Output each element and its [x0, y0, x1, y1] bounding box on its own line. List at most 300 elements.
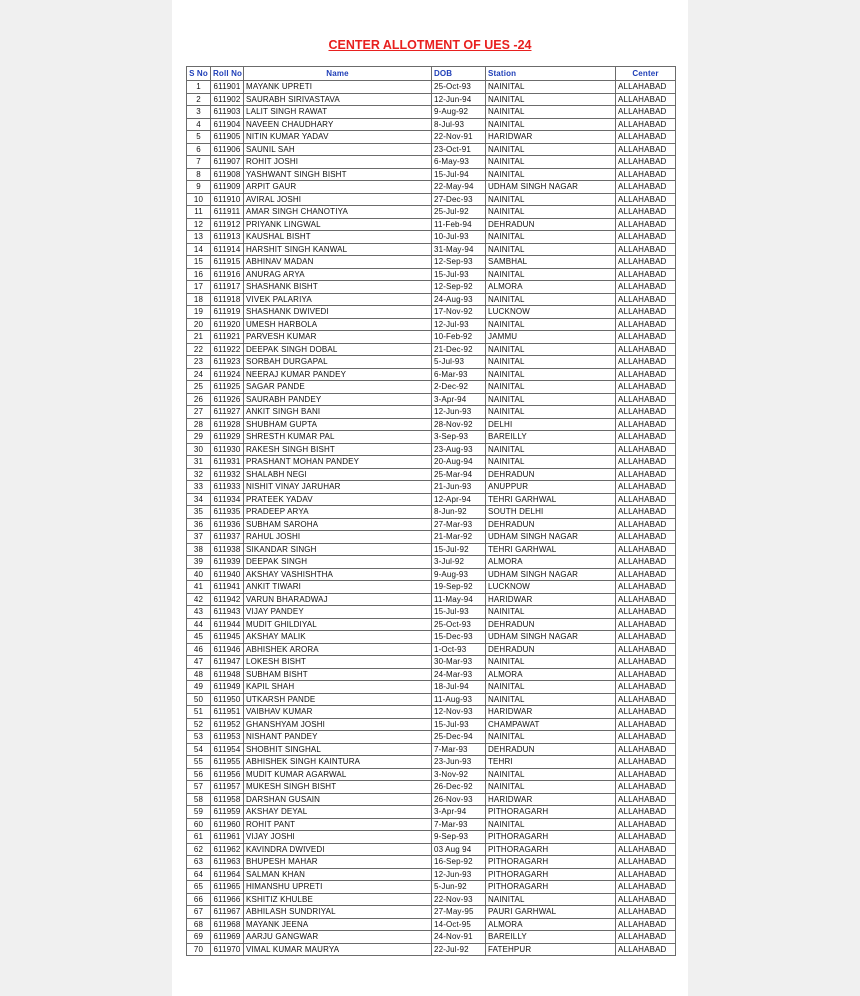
cell-dob: 2-Dec-92 [432, 381, 486, 394]
cell-roll-no: 611951 [211, 706, 244, 719]
cell-roll-no: 611935 [211, 506, 244, 519]
cell-roll-no: 611919 [211, 306, 244, 319]
cell-station: NAINITAL [486, 818, 616, 831]
cell-name: MUKESH SINGH BISHT [244, 781, 432, 794]
cell-station: DELHI [486, 418, 616, 431]
table-row [187, 506, 676, 519]
cell-center: ALLAHABAD [616, 168, 676, 181]
cell-sno: 16 [187, 268, 211, 281]
cell-dob: 12-Jun-93 [432, 868, 486, 881]
cell-center: ALLAHABAD [616, 218, 676, 231]
cell-dob: 28-Nov-92 [432, 418, 486, 431]
cell-sno: 49 [187, 681, 211, 694]
cell-dob: 15-Jul-94 [432, 168, 486, 181]
cell-dob: 3-Nov-92 [432, 768, 486, 781]
cell-name: VIVEK PALARIYA [244, 293, 432, 306]
cell-center: ALLAHABAD [616, 731, 676, 744]
cell-center: ALLAHABAD [616, 156, 676, 169]
table-row [187, 293, 676, 306]
cell-station: NAINITAL [486, 106, 616, 119]
cell-dob: 21-Jun-93 [432, 481, 486, 494]
cell-roll-no: 611962 [211, 843, 244, 856]
cell-station: PITHORAGARH [486, 868, 616, 881]
table-row [187, 593, 676, 606]
cell-roll-no: 611944 [211, 618, 244, 631]
cell-dob: 12-Sep-93 [432, 256, 486, 269]
cell-dob: 11-Aug-93 [432, 693, 486, 706]
cell-name: MUDIT GHILDIYAL [244, 618, 432, 631]
cell-sno: 23 [187, 356, 211, 369]
cell-name: KAPIL SHAH [244, 681, 432, 694]
cell-roll-no: 611953 [211, 731, 244, 744]
cell-center: ALLAHABAD [616, 106, 676, 119]
table-header-row [187, 67, 676, 81]
cell-dob: 15-Jul-93 [432, 268, 486, 281]
cell-center: ALLAHABAD [616, 543, 676, 556]
cell-roll-no: 611914 [211, 243, 244, 256]
table-row [187, 243, 676, 256]
table-row [187, 618, 676, 631]
cell-roll-no: 611916 [211, 268, 244, 281]
cell-dob: 21-Dec-92 [432, 343, 486, 356]
cell-name: LALIT SINGH RAWAT [244, 106, 432, 119]
cell-roll-no: 611961 [211, 831, 244, 844]
cell-dob: 9-Aug-93 [432, 568, 486, 581]
table-row [187, 868, 676, 881]
cell-station: UDHAM SINGH NAGAR [486, 631, 616, 644]
table-row [187, 743, 676, 756]
cell-station: NAINITAL [486, 606, 616, 619]
cell-dob: 10-Jul-93 [432, 231, 486, 244]
cell-station: NAINITAL [486, 356, 616, 369]
cell-center: ALLAHABAD [616, 368, 676, 381]
cell-dob: 03 Aug 94 [432, 843, 486, 856]
cell-dob: 25-Dec-94 [432, 731, 486, 744]
cell-sno: 55 [187, 756, 211, 769]
cell-name: SUBHAM BISHT [244, 668, 432, 681]
cell-station: DEHRADUN [486, 643, 616, 656]
cell-sno: 63 [187, 856, 211, 869]
table-row [187, 631, 676, 644]
cell-name: RAHUL JOSHI [244, 531, 432, 544]
cell-name: PRIYANK LINGWAL [244, 218, 432, 231]
cell-roll-no: 611926 [211, 393, 244, 406]
cell-name: DARSHAN GUSAIN [244, 793, 432, 806]
cell-sno: 14 [187, 243, 211, 256]
cell-sno: 65 [187, 881, 211, 894]
cell-station: NAINITAL [486, 731, 616, 744]
cell-center: ALLAHABAD [616, 231, 676, 244]
cell-station: NAINITAL [486, 318, 616, 331]
table-row [187, 668, 676, 681]
cell-name: VAIBHAV KUMAR [244, 706, 432, 719]
cell-station: NAINITAL [486, 656, 616, 669]
cell-dob: 1-Oct-93 [432, 643, 486, 656]
cell-center: ALLAHABAD [616, 506, 676, 519]
cell-sno: 44 [187, 618, 211, 631]
cell-sno: 57 [187, 781, 211, 794]
cell-station: NAINITAL [486, 206, 616, 219]
cell-station: SOUTH DELHI [486, 506, 616, 519]
cell-station: LUCKNOW [486, 306, 616, 319]
cell-station: DEHRADUN [486, 618, 616, 631]
cell-roll-no: 611949 [211, 681, 244, 694]
table-row [187, 206, 676, 219]
cell-roll-no: 611901 [211, 81, 244, 94]
cell-center: ALLAHABAD [616, 418, 676, 431]
column-header-name: Name [244, 67, 432, 81]
cell-station: BAREILLY [486, 431, 616, 444]
cell-roll-no: 611963 [211, 856, 244, 869]
cell-sno: 18 [187, 293, 211, 306]
table-row [187, 556, 676, 569]
cell-center: ALLAHABAD [616, 931, 676, 944]
cell-name: AVIRAL JOSHI [244, 193, 432, 206]
cell-station: UDHAM SINGH NAGAR [486, 531, 616, 544]
cell-dob: 6-May-93 [432, 156, 486, 169]
cell-name: ARPIT GAUR [244, 181, 432, 194]
cell-roll-no: 611908 [211, 168, 244, 181]
cell-center: ALLAHABAD [616, 631, 676, 644]
cell-dob: 7-Mar-93 [432, 818, 486, 831]
cell-dob: 30-Mar-93 [432, 656, 486, 669]
cell-roll-no: 611906 [211, 143, 244, 156]
cell-roll-no: 611954 [211, 743, 244, 756]
cell-sno: 67 [187, 906, 211, 919]
cell-station: PITHORAGARH [486, 856, 616, 869]
cell-dob: 17-Nov-92 [432, 306, 486, 319]
table-row [187, 456, 676, 469]
table-row [187, 856, 676, 869]
cell-sno: 47 [187, 656, 211, 669]
cell-name: PRASHANT MOHAN PANDEY [244, 456, 432, 469]
cell-center: ALLAHABAD [616, 118, 676, 131]
cell-sno: 28 [187, 418, 211, 431]
cell-dob: 19-Sep-92 [432, 581, 486, 594]
cell-roll-no: 611911 [211, 206, 244, 219]
cell-roll-no: 611970 [211, 943, 244, 956]
cell-name: ABHINAV MADAN [244, 256, 432, 269]
cell-dob: 3-Apr-94 [432, 806, 486, 819]
cell-sno: 11 [187, 206, 211, 219]
cell-name: SHUBHAM GUPTA [244, 418, 432, 431]
cell-station: TEHRI GARHWAL [486, 543, 616, 556]
cell-station: NAINITAL [486, 781, 616, 794]
cell-name: ANKIT SINGH BANI [244, 406, 432, 419]
cell-roll-no: 611918 [211, 293, 244, 306]
cell-name: ANURAG ARYA [244, 268, 432, 281]
cell-station: NAINITAL [486, 243, 616, 256]
cell-center: ALLAHABAD [616, 868, 676, 881]
cell-roll-no: 611940 [211, 568, 244, 581]
cell-dob: 11-Feb-94 [432, 218, 486, 231]
cell-roll-no: 611925 [211, 381, 244, 394]
table-row [187, 706, 676, 719]
cell-name: ABHISHEK ARORA [244, 643, 432, 656]
table-row [187, 131, 676, 144]
cell-station: SAMBHAL [486, 256, 616, 269]
cell-dob: 22-May-94 [432, 181, 486, 194]
cell-dob: 25-Mar-94 [432, 468, 486, 481]
cell-name: RAKESH SINGH BISHT [244, 443, 432, 456]
table-row [187, 806, 676, 819]
cell-station: NAINITAL [486, 681, 616, 694]
cell-center: ALLAHABAD [616, 468, 676, 481]
table-row [187, 256, 676, 269]
cell-dob: 12-Apr-94 [432, 493, 486, 506]
table-row [187, 143, 676, 156]
cell-center: ALLAHABAD [616, 381, 676, 394]
cell-roll-no: 611950 [211, 693, 244, 706]
cell-dob: 20-Aug-94 [432, 456, 486, 469]
cell-station: ANUPPUR [486, 481, 616, 494]
table-row [187, 156, 676, 169]
cell-name: PRADEEP ARYA [244, 506, 432, 519]
cell-dob: 21-Mar-92 [432, 531, 486, 544]
cell-dob: 9-Aug-92 [432, 106, 486, 119]
cell-sno: 39 [187, 556, 211, 569]
cell-sno: 51 [187, 706, 211, 719]
table-row [187, 81, 676, 94]
cell-name: VARUN BHARADWAJ [244, 593, 432, 606]
cell-roll-no: 611929 [211, 431, 244, 444]
cell-sno: 6 [187, 143, 211, 156]
cell-sno: 3 [187, 106, 211, 119]
cell-sno: 61 [187, 831, 211, 844]
table-row [187, 193, 676, 206]
cell-roll-no: 611936 [211, 518, 244, 531]
cell-roll-no: 611941 [211, 581, 244, 594]
cell-station: NAINITAL [486, 193, 616, 206]
cell-center: ALLAHABAD [616, 268, 676, 281]
cell-dob: 24-Aug-93 [432, 293, 486, 306]
cell-sno: 9 [187, 181, 211, 194]
cell-station: NAINITAL [486, 443, 616, 456]
cell-name: ANKIT TIWARI [244, 581, 432, 594]
cell-dob: 24-Mar-93 [432, 668, 486, 681]
cell-dob: 25-Oct-93 [432, 618, 486, 631]
cell-sno: 26 [187, 393, 211, 406]
cell-dob: 22-Jul-92 [432, 943, 486, 956]
cell-dob: 7-Mar-93 [432, 743, 486, 756]
cell-dob: 25-Jul-92 [432, 206, 486, 219]
cell-name: NEERAJ KUMAR PANDEY [244, 368, 432, 381]
cell-dob: 15-Jul-93 [432, 606, 486, 619]
table-row [187, 231, 676, 244]
cell-name: SAURABH PANDEY [244, 393, 432, 406]
cell-station: PAURI GARHWAL [486, 906, 616, 919]
table-row [187, 793, 676, 806]
cell-dob: 12-Jun-94 [432, 93, 486, 106]
column-header-roll-no: Roll No [211, 67, 244, 81]
cell-center: ALLAHABAD [616, 531, 676, 544]
cell-sno: 38 [187, 543, 211, 556]
cell-center: ALLAHABAD [616, 431, 676, 444]
cell-name: KSHITIZ KHULBE [244, 893, 432, 906]
cell-roll-no: 611946 [211, 643, 244, 656]
cell-station: PITHORAGARH [486, 843, 616, 856]
cell-station: NAINITAL [486, 143, 616, 156]
cell-dob: 18-Jul-94 [432, 681, 486, 694]
cell-name: SAUNIL SAH [244, 143, 432, 156]
cell-name: SUBHAM SAROHA [244, 518, 432, 531]
cell-name: VIJAY PANDEY [244, 606, 432, 619]
cell-roll-no: 611947 [211, 656, 244, 669]
cell-center: ALLAHABAD [616, 743, 676, 756]
cell-sno: 7 [187, 156, 211, 169]
cell-center: ALLAHABAD [616, 593, 676, 606]
cell-roll-no: 611903 [211, 106, 244, 119]
cell-dob: 24-Nov-91 [432, 931, 486, 944]
cell-roll-no: 611934 [211, 493, 244, 506]
cell-dob: 5-Jun-92 [432, 881, 486, 894]
cell-dob: 11-May-94 [432, 593, 486, 606]
cell-roll-no: 611912 [211, 218, 244, 231]
table-row [187, 843, 676, 856]
cell-roll-no: 611907 [211, 156, 244, 169]
cell-center: ALLAHABAD [616, 131, 676, 144]
cell-center: ALLAHABAD [616, 293, 676, 306]
table-row [187, 543, 676, 556]
cell-center: ALLAHABAD [616, 881, 676, 894]
cell-station: CHAMPAWAT [486, 718, 616, 731]
cell-roll-no: 611958 [211, 793, 244, 806]
cell-center: ALLAHABAD [616, 856, 676, 869]
table-row [187, 693, 676, 706]
cell-dob: 22-Nov-93 [432, 893, 486, 906]
cell-dob: 10-Feb-92 [432, 331, 486, 344]
cell-center: ALLAHABAD [616, 668, 676, 681]
cell-center: ALLAHABAD [616, 206, 676, 219]
cell-roll-no: 611956 [211, 768, 244, 781]
cell-sno: 34 [187, 493, 211, 506]
cell-dob: 26-Nov-93 [432, 793, 486, 806]
cell-name: UMESH HARBOLA [244, 318, 432, 331]
cell-sno: 37 [187, 531, 211, 544]
cell-roll-no: 611945 [211, 631, 244, 644]
cell-sno: 2 [187, 93, 211, 106]
cell-center: ALLAHABAD [616, 806, 676, 819]
cell-name: KAUSHAL BISHT [244, 231, 432, 244]
table-row [187, 393, 676, 406]
table-row [187, 368, 676, 381]
cell-name: ABHISHEK SINGH KAINTURA [244, 756, 432, 769]
table-row [187, 768, 676, 781]
table-row [187, 118, 676, 131]
cell-dob: 9-Sep-93 [432, 831, 486, 844]
table-row [187, 468, 676, 481]
cell-name: AKSHAY MALIK [244, 631, 432, 644]
table-row [187, 331, 676, 344]
cell-dob: 12-Sep-92 [432, 281, 486, 294]
cell-station: NAINITAL [486, 81, 616, 94]
table-row [187, 731, 676, 744]
cell-roll-no: 611924 [211, 368, 244, 381]
cell-dob: 15-Jul-93 [432, 718, 486, 731]
cell-center: ALLAHABAD [616, 306, 676, 319]
cell-dob: 27-Dec-93 [432, 193, 486, 206]
cell-center: ALLAHABAD [616, 556, 676, 569]
cell-dob: 26-Dec-92 [432, 781, 486, 794]
cell-roll-no: 611917 [211, 281, 244, 294]
table-row [187, 881, 676, 894]
cell-name: PARVESH KUMAR [244, 331, 432, 344]
cell-name: ROHIT PANT [244, 818, 432, 831]
cell-center: ALLAHABAD [616, 331, 676, 344]
cell-roll-no: 611948 [211, 668, 244, 681]
cell-sno: 8 [187, 168, 211, 181]
cell-station: ALMORA [486, 918, 616, 931]
table-row [187, 643, 676, 656]
cell-roll-no: 611939 [211, 556, 244, 569]
table-row [187, 531, 676, 544]
cell-name: DEEPAK SINGH DOBAL [244, 343, 432, 356]
cell-roll-no: 611957 [211, 781, 244, 794]
cell-roll-no: 611920 [211, 318, 244, 331]
cell-center: ALLAHABAD [616, 406, 676, 419]
cell-name: SIKANDAR SINGH [244, 543, 432, 556]
cell-roll-no: 611913 [211, 231, 244, 244]
cell-center: ALLAHABAD [616, 918, 676, 931]
cell-station: UDHAM SINGH NAGAR [486, 568, 616, 581]
cell-name: DEEPAK SINGH [244, 556, 432, 569]
cell-name: BHUPESH MAHAR [244, 856, 432, 869]
cell-name: MAYANK UPRETI [244, 81, 432, 94]
cell-center: ALLAHABAD [616, 843, 676, 856]
cell-station: HARIDWAR [486, 593, 616, 606]
cell-center: ALLAHABAD [616, 568, 676, 581]
cell-name: AMAR SINGH CHANOTIYA [244, 206, 432, 219]
cell-sno: 32 [187, 468, 211, 481]
cell-name: YASHWANT SINGH BISHT [244, 168, 432, 181]
table-row [187, 718, 676, 731]
table-row [187, 93, 676, 106]
cell-center: ALLAHABAD [616, 618, 676, 631]
cell-sno: 30 [187, 443, 211, 456]
table-row [187, 356, 676, 369]
table-row [187, 568, 676, 581]
cell-sno: 58 [187, 793, 211, 806]
cell-sno: 1 [187, 81, 211, 94]
cell-name: SHALABH NEGI [244, 468, 432, 481]
cell-sno: 29 [187, 431, 211, 444]
cell-sno: 43 [187, 606, 211, 619]
cell-roll-no: 611932 [211, 468, 244, 481]
cell-dob: 6-Mar-93 [432, 368, 486, 381]
table-row [187, 431, 676, 444]
cell-dob: 22-Nov-91 [432, 131, 486, 144]
cell-center: ALLAHABAD [616, 693, 676, 706]
cell-sno: 31 [187, 456, 211, 469]
cell-sno: 59 [187, 806, 211, 819]
cell-station: HARIDWAR [486, 706, 616, 719]
cell-station: NAINITAL [486, 768, 616, 781]
cell-sno: 46 [187, 643, 211, 656]
cell-sno: 25 [187, 381, 211, 394]
cell-name: GHANSHYAM JOSHI [244, 718, 432, 731]
cell-sno: 45 [187, 631, 211, 644]
cell-station: NAINITAL [486, 393, 616, 406]
cell-sno: 50 [187, 693, 211, 706]
cell-station: PITHORAGARH [486, 831, 616, 844]
cell-dob: 25-Oct-93 [432, 81, 486, 94]
cell-sno: 53 [187, 731, 211, 744]
cell-center: ALLAHABAD [616, 456, 676, 469]
cell-sno: 42 [187, 593, 211, 606]
cell-station: BAREILLY [486, 931, 616, 944]
cell-dob: 31-May-94 [432, 243, 486, 256]
cell-roll-no: 611905 [211, 131, 244, 144]
